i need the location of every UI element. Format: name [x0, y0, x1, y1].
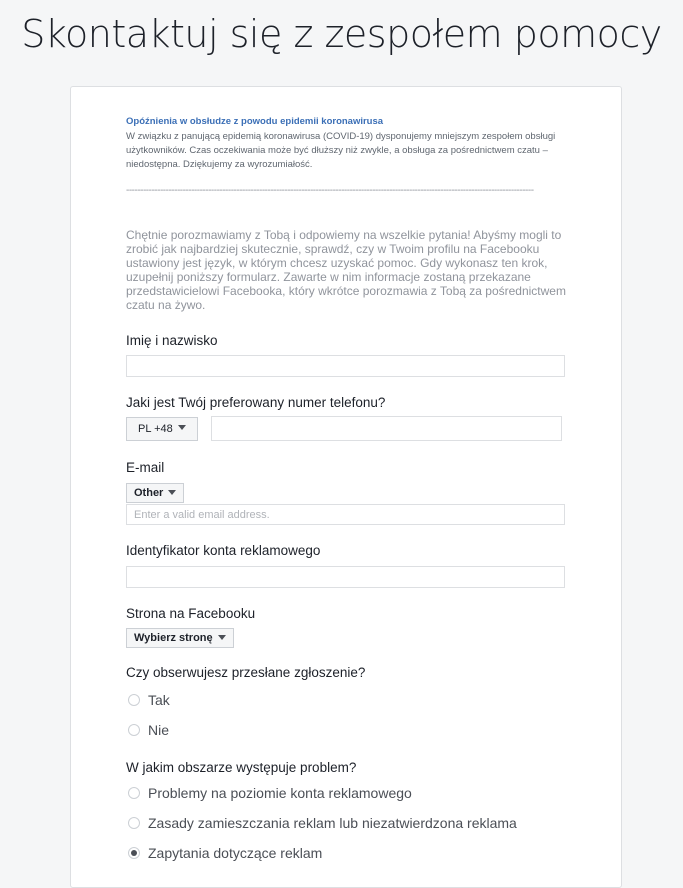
- radio-option-account-problems[interactable]: [126, 778, 566, 808]
- name-field-group: [126, 332, 566, 377]
- name-input[interactable]: [126, 355, 565, 377]
- email-label: E-mail: [126, 460, 165, 475]
- email-type-value: Other: [134, 487, 164, 499]
- notice-title: Opóźnienia w obsłudze z powodu epidemii koronawirusa: [126, 116, 384, 127]
- contact-form-card: [70, 86, 622, 888]
- page-title: Skontaktuj się z zespołem pomocy: [21, 12, 662, 56]
- email-type-dropdown[interactable]: [126, 483, 184, 503]
- select-page-dropdown[interactable]: [126, 628, 234, 648]
- radio-label: Problemy na poziomie konta reklamowego: [148, 785, 412, 801]
- chevron-down-icon: [218, 635, 226, 640]
- radio-label: Nie: [148, 722, 170, 738]
- problem-area-field-group: [126, 759, 566, 868]
- notice-body: W związku z panującą epidemią koronawirusa (COVID-19) dysponujemy mniejszym zespołem obsługi użytkowników. Czas oczekiwania może być dłuższy niż zwykle, a obsługa za pośrednictwem czatu – niedostępna. Dziękujemy za wyrozumiałość.: [126, 131, 556, 170]
- separator-line: ------------------------------------------------------------------------------------------------------------------------------------------------: [126, 185, 534, 196]
- radio-button[interactable]: [128, 787, 140, 799]
- ad-account-label: Identyfikator konta reklamowego: [126, 543, 321, 558]
- problem-area-label: W jakim obszarze występuje problem?: [126, 760, 357, 775]
- radio-button[interactable]: [128, 694, 140, 706]
- radio-option-ad-questions[interactable]: [126, 838, 566, 868]
- phone-row: [126, 416, 566, 441]
- radio-button-selected[interactable]: [128, 847, 140, 859]
- phone-field-group: [126, 394, 566, 441]
- select-page-label: Wybierz stronę: [134, 632, 213, 644]
- intro-text: Chętnie porozmawiamy z Tobą i odpowiemy na wszelkie pytania! Abyśmy mogli to zrobić jak najbardziej skutecznie, sprawdź, czy w Twoim profilu na Facebooku ustawiony jest język, w którym chcesz uzyskać pomoc. Gdy wykonasz ten krok, uzupełnij poniższy formularz. Zawarte w nim informacje zostaną przekazane przedstawicielowi Facebooka, który wkrótce porozmawia z Tobą za pośrednictwem czatu na żywo.: [126, 228, 566, 312]
- radio-button[interactable]: [128, 724, 140, 736]
- radio-label: Zasady zamieszczania reklam lub niezatwierdzona reklama: [148, 815, 517, 831]
- ad-account-input[interactable]: [126, 566, 565, 588]
- chevron-down-icon: [178, 425, 186, 430]
- following-field-group: [126, 664, 566, 745]
- phone-label: Jaki jest Twój preferowany numer telefonu?: [126, 395, 386, 410]
- radio-label: Zapytania dotyczące reklam: [148, 845, 323, 861]
- fb-page-field-group: [126, 605, 566, 648]
- radio-button[interactable]: [128, 817, 140, 829]
- radio-option-no[interactable]: [126, 715, 566, 745]
- following-label: Czy obserwujesz przesłane zgłoszenie?: [126, 665, 366, 680]
- email-field-group: [126, 459, 566, 525]
- country-code-value: PL +48: [138, 422, 173, 435]
- radio-option-yes[interactable]: [126, 685, 566, 715]
- form-content: [126, 115, 566, 868]
- radio-label: Tak: [148, 692, 170, 708]
- ad-account-field-group: [126, 542, 566, 588]
- covid-notice: [126, 115, 566, 172]
- radio-option-ad-policies[interactable]: [126, 808, 566, 838]
- country-code-dropdown[interactable]: [126, 417, 198, 441]
- name-label: Imię i nazwisko: [126, 333, 218, 348]
- chevron-down-icon: [168, 490, 176, 495]
- fb-page-label: Strona na Facebooku: [126, 606, 256, 621]
- email-input[interactable]: [126, 504, 565, 525]
- phone-input[interactable]: [211, 416, 562, 441]
